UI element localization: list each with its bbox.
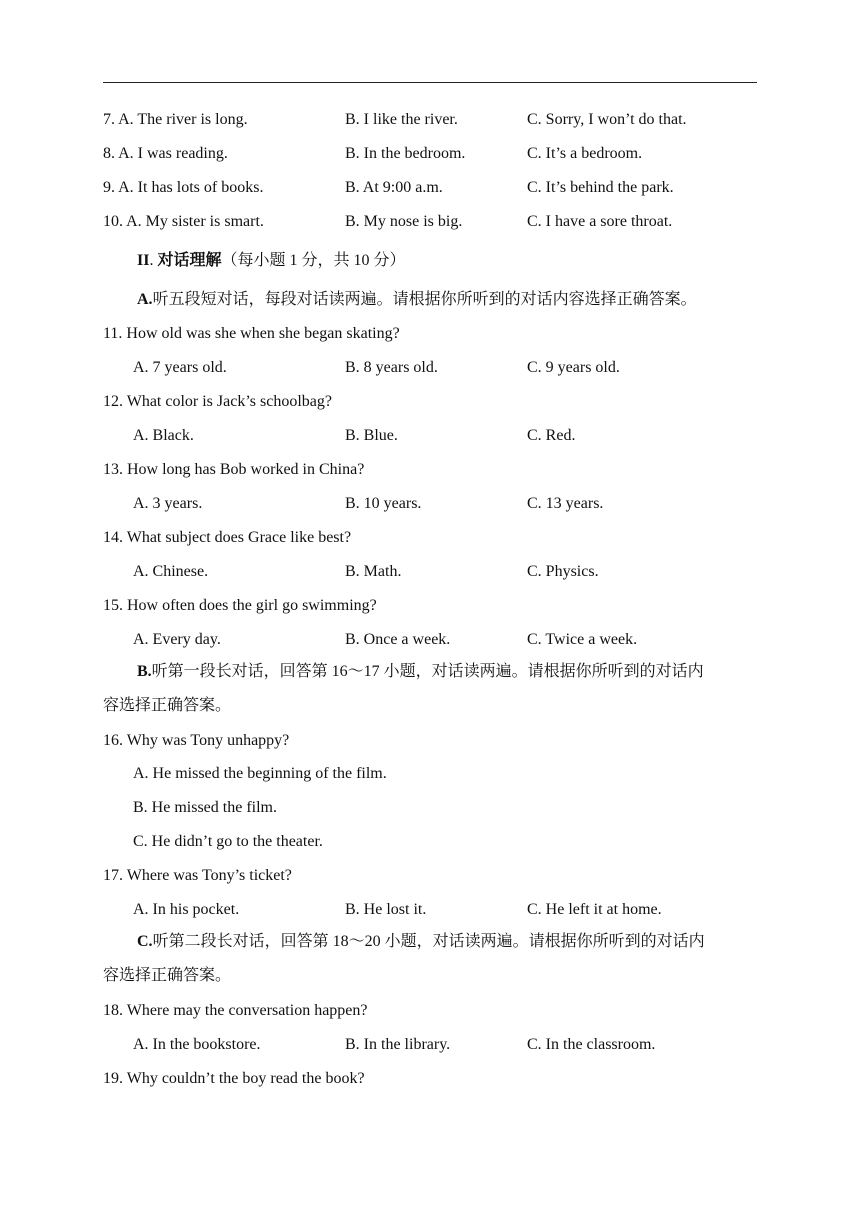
part-a-text: 听五段短对话，每段对话读两遍。请根据你所听到的对话内容选择正确答案。 — [152, 291, 697, 308]
q18-option-b: B. In the library. — [345, 1036, 451, 1053]
q18-option-a: A. In the bookstore. — [133, 1036, 261, 1053]
section-score-note: （每小题 1 分，共 10 分） — [221, 252, 406, 269]
q14-option-a: A. Chinese. — [133, 563, 209, 580]
q15-question: 15. How often does the girl go swimming? — [103, 597, 377, 614]
q10-option-a: 10. A. My sister is smart. — [103, 213, 264, 230]
q15-option-b: B. Once a week. — [345, 631, 451, 648]
q8-option-b: B. In the bedroom. — [345, 145, 466, 162]
q16-option-a: A. He missed the beginning of the film. — [133, 765, 387, 782]
q11-option-c: C. 9 years old. — [527, 359, 620, 376]
q17-question: 17. Where was Tony’s ticket? — [103, 867, 292, 884]
q11-option-a: A. 7 years old. — [133, 359, 227, 376]
q9-option-a: 9. A. It has lots of books. — [103, 179, 264, 196]
part-a-label: A. — [137, 291, 153, 308]
q16-question: 16. Why was Tony unhappy? — [103, 732, 290, 749]
q17-option-c: C. He left it at home. — [527, 901, 662, 918]
q17-option-b: B. He lost it. — [345, 901, 427, 918]
q13-question: 13. How long has Bob worked in China? — [103, 461, 365, 478]
q16-option-c: C. He didn’t go to the theater. — [133, 833, 323, 850]
q8-option-c: C. It’s a bedroom. — [527, 145, 643, 162]
q18-question: 18. Where may the conversation happen? — [103, 1002, 368, 1019]
section-title: 对话理解 — [157, 252, 222, 269]
q17-option-a: A. In his pocket. — [133, 901, 240, 918]
q14-option-c: C. Physics. — [527, 563, 599, 580]
q18-option-c: C. In the classroom. — [527, 1036, 656, 1053]
q12-option-b: B. Blue. — [345, 427, 398, 444]
part-b-text-line1: 听第一段长对话，回答第 16～17 小题，对话读两遍。请根据你所听到的对话内 — [151, 663, 704, 680]
q16-option-b: B. He missed the film. — [133, 799, 277, 816]
q12-option-c: C. Red. — [527, 427, 576, 444]
q10-option-b: B. My nose is big. — [345, 213, 463, 230]
q9-option-b: B. At 9:00 a.m. — [345, 179, 443, 196]
q9-option-c: C. It’s behind the park. — [527, 179, 674, 196]
q13-option-b: B. 10 years. — [345, 495, 422, 512]
part-c-text-line2: 容选择正确答案。 — [103, 967, 232, 984]
q7-option-c: C. Sorry, I won’t do that. — [527, 111, 687, 128]
part-b-instruction — [137, 662, 704, 682]
q11-option-b: B. 8 years old. — [345, 359, 438, 376]
q19-question: 19. Why couldn’t the boy read the book? — [103, 1070, 365, 1087]
part-a-instruction — [137, 290, 697, 310]
q11-question: 11. How old was she when she began skating? — [103, 325, 400, 342]
q15-option-c: C. Twice a week. — [527, 631, 638, 648]
q7-option-a: 7. A. The river is long. — [103, 111, 248, 128]
q10-option-c: C. I have a sore throat. — [527, 213, 673, 230]
q14-question: 14. What subject does Grace like best? — [103, 529, 352, 546]
part-b-label: B. — [137, 663, 152, 680]
q8-option-a: 8. A. I was reading. — [103, 145, 228, 162]
q15-option-a: A. Every day. — [133, 631, 221, 648]
q12-option-a: A. Black. — [133, 427, 194, 444]
q12-question: 12. What color is Jack’s schoolbag? — [103, 393, 332, 410]
section-heading — [137, 251, 405, 271]
q14-option-b: B. Math. — [345, 563, 402, 580]
part-c-text-line1: 听第二段长对话，回答第 18～20 小题，对话读两遍。请根据你所听到的对话内 — [152, 933, 705, 950]
q13-option-c: C. 13 years. — [527, 495, 604, 512]
q7-option-b: B. I like the river. — [345, 111, 458, 128]
q13-option-a: A. 3 years. — [133, 495, 203, 512]
part-b-text-line2: 容选择正确答案。 — [103, 697, 232, 714]
part-c-label: C. — [137, 933, 153, 950]
section-number: II — [137, 252, 150, 269]
header-rule — [103, 82, 757, 83]
section-number-dot: . — [149, 252, 158, 269]
part-c-instruction — [137, 932, 705, 952]
